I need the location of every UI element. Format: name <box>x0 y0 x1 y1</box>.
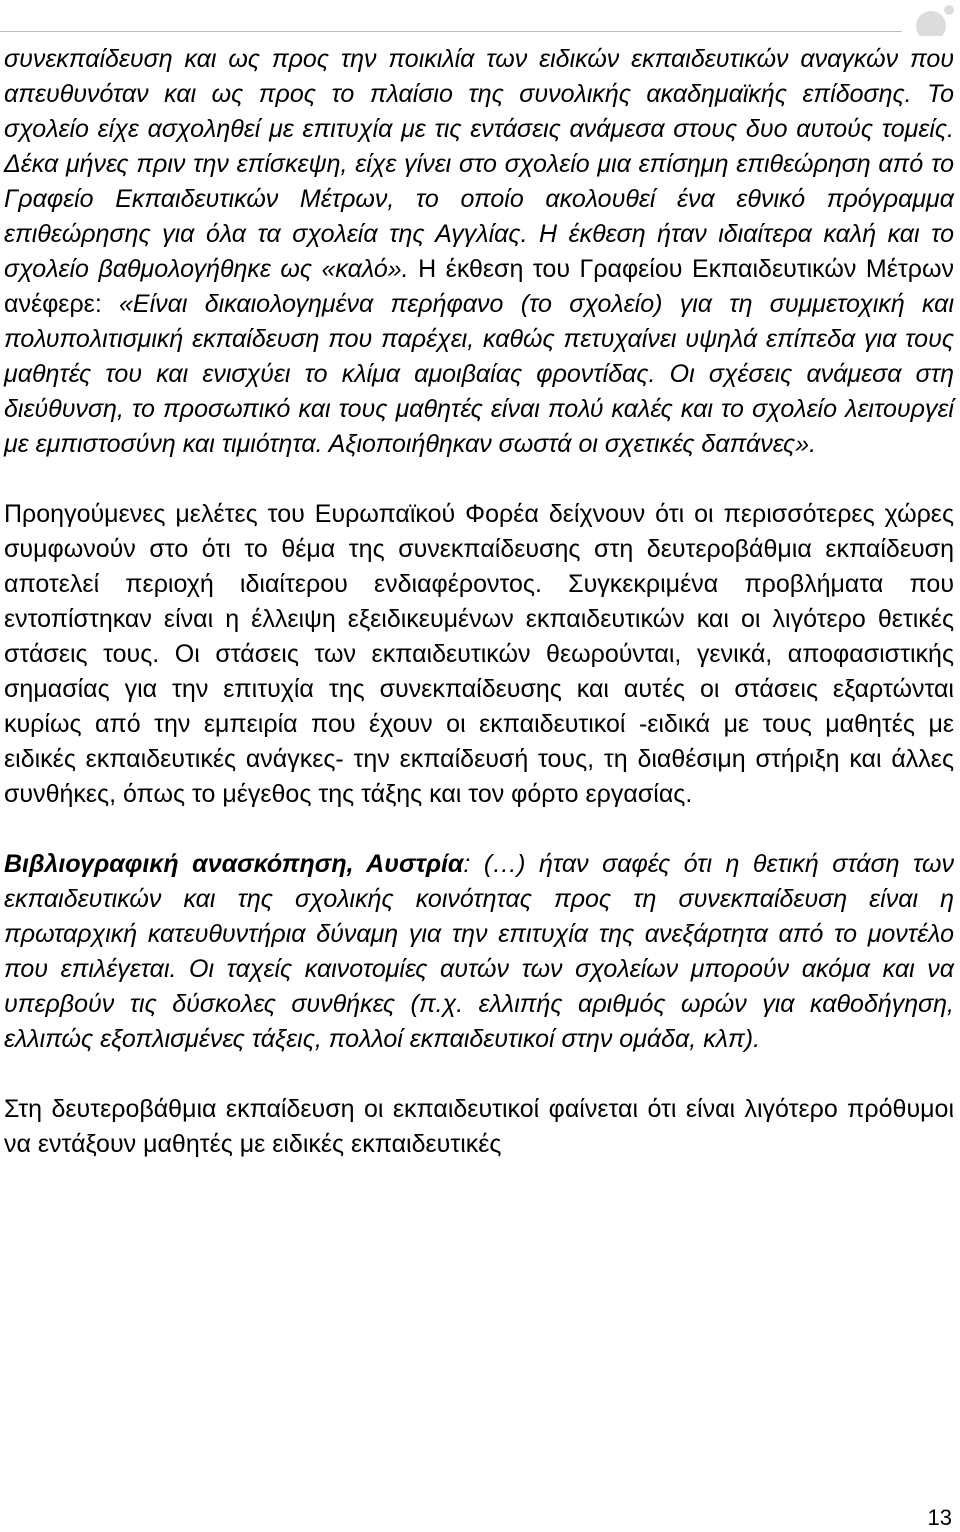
paragraph-2: Προηγούμενες μελέτες του Ευρωπαϊκού Φορέα δείχνουν ότι οι περισσότερες χώρες συμφωνούν στο ότι το θέμα της συνεκπαίδευσης στη δευτεροβάθμια εκπαίδευση αποτελεί περιοχή ιδιαίτερου ενδιαφέροντος. Συγκεκριμένα προβλήματα που εντοπίστηκαν είναι η έλλειψη εξειδικευμένων εκπαιδευτικών και οι λιγότερο θετικές στάσεις τους. Οι στάσεις των εκπαιδευτικών θεωρούνται, γενικά, αποφασιστικής σημασίας για την επιτυχία της συνεκπαίδευσης και αυτές οι στάσεις εξαρτώνται κυρίως από την εμπειρία που έχουν οι εκπαιδευτικοί -ειδικά με τους μαθητές με ειδικές εκπαιδευτικές ανάγκες- την εκπαίδευσή τους, τη διαθέσιμη στήριξη και άλλες συνθήκες, όπως το μέγεθος της τάξης και τον φόρτο εργασίας. <box>4 500 954 808</box>
paragraph-1-part-1: συνεκπαίδευση και ως προς την ποικιλία των ειδικών εκπαιδευτικών αναγκών που απευθυνόταν και ως προς το πλαίσιο της συνολικής ακαδημαϊκής επίδοσης. Το σχολείο είχε ασχοληθεί με επιτυχία με τις εντάσεις ανάμεσα στους δυο αυτούς τομείς. Δέκα μήνες πριν την επίσκεψη, είχε γίνει στο σχολείο μια επίσημη επιθεώρηση από το Γραφείο Εκπαιδευτικών Μέτρων, το οποίο ακολουθεί ένα εθνικό πρόγραμμα επιθεώρησης για όλα τα σχολεία της Αγγλίας. Η έκθεση ήταν ιδιαίτερα καλή και το σχολείο βαθμολογήθηκε ως «καλό». <box>4 45 954 283</box>
page-body <box>4 42 954 1162</box>
paragraph-3-heading: Βιβλιογραφική ανασκόπηση, Αυστρία <box>4 850 464 878</box>
page-number: 13 <box>927 1505 952 1530</box>
paragraph-1-part-2: Η έκθεση του Γραφείου Εκπαιδευτικών Μέτρων ανέφερε: <box>4 255 954 318</box>
paragraph-3-body: : (…) ήταν σαφές ότι η θετική στάση των εκπαιδευτικών και της σχολικής κοινότητας προς τη συνεκπαίδευση είναι η πρωταρχική κατευθυντήρια δύναμη για την επιτυχία της ανεξάρτητα από το μοντέλο που επιλέγεται. Οι ταχείς καινοτομίες αυτών των σχολείων μπορούν ακόμα και να υπερβούν τις δύσκολες συνθήκες (π.χ. ελλιπής αριθμός ωρών για καθοδήγηση, ελλιπώς εξοπλισμένες τάξεις, πολλοί εκπαιδευτικοί στην ομάδα, κλπ). <box>4 850 954 1053</box>
paragraph-4: Στη δευτεροβάθμια εκπαίδευση οι εκπαιδευτικοί φαίνεται ότι είναι λιγότερο πρόθυμοι να εντάξουν μαθητές με ειδικές εκπαιδευτικές <box>4 1095 954 1158</box>
header-corner-mark <box>896 0 960 36</box>
header-rule <box>0 31 902 32</box>
paragraph-1-quote: «Είναι δικαιολογημένα περήφανο (το σχολείο) για τη συμμετοχική και πολυπολιτισμική εκπαίδευση που παρέχει, καθώς πετυχαίνει υψηλά επίπεδα για τους μαθητές του και ενισχύει το κλίμα αμοιβαίας φροντίδας. Οι σχέσεις ανάμεσα στη διεύθυνση, το προσωπικό και τους μαθητές είναι πολύ καλές και το σχολείο λειτουργεί με εμπιστοσύνη και τιμιότητα. Αξιοποιήθηκαν σωστά οι σχετικές δαπάνες». <box>4 290 954 458</box>
paragraph-3 <box>4 847 954 1057</box>
paragraph-1 <box>4 42 954 462</box>
